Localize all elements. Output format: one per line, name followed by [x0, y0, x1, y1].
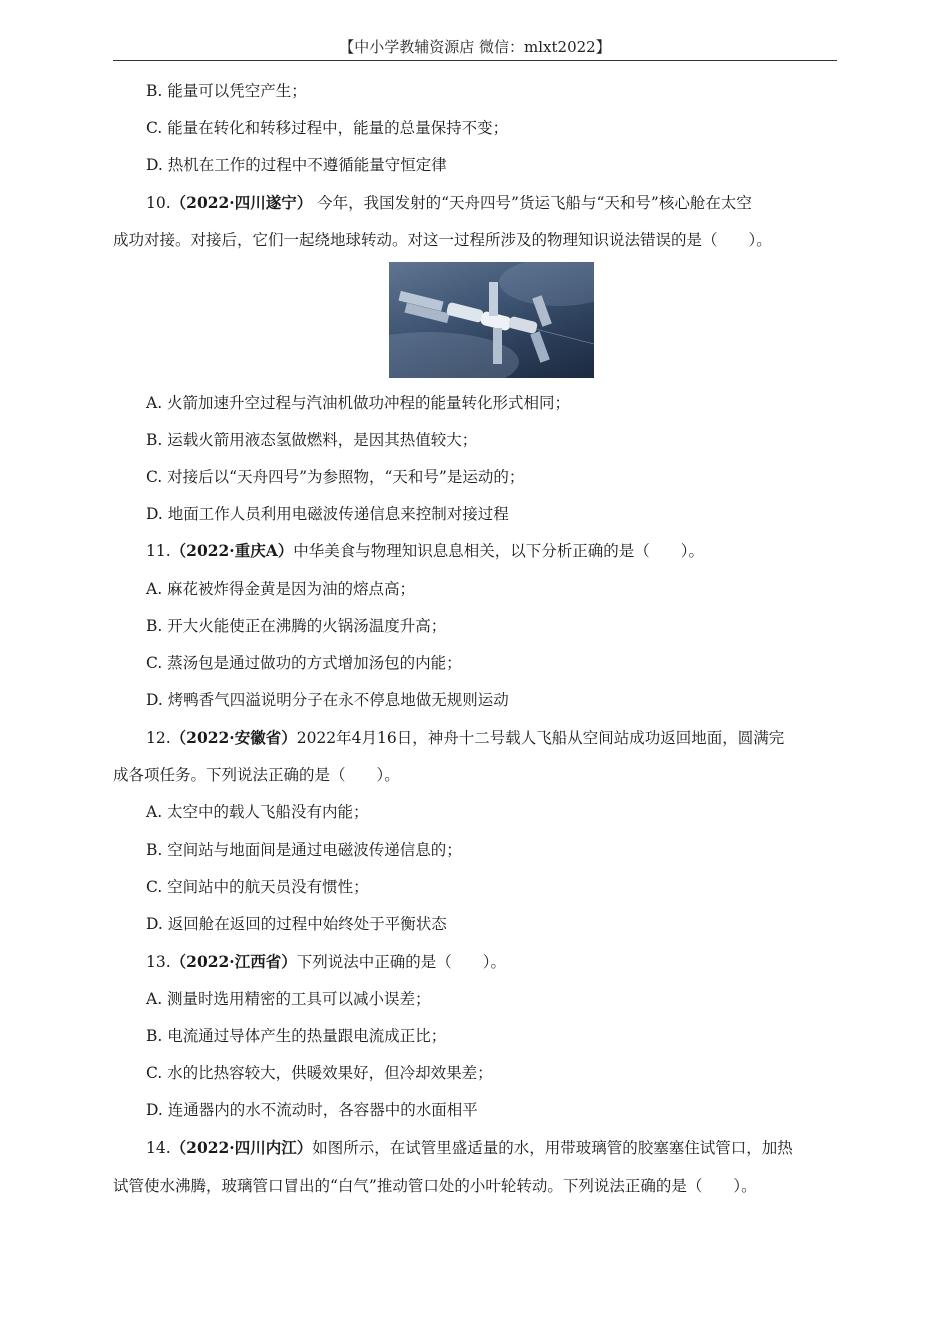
question-source: （2022·四川内江） — [170, 1138, 313, 1157]
option-b: B. 电流通过导体产生的热量跟电流成正比； — [146, 1027, 447, 1045]
question-12-stem — [146, 728, 784, 748]
page-header: 【中小学教辅资源店 微信：mlxt2022】 — [339, 38, 611, 56]
question-11-stem — [146, 541, 704, 561]
question-text: 2022年4月16日，神舟十二号载人飞船从空间站成功返回地面，圆满完 — [296, 729, 785, 747]
option-a: A. 麻花被炸得金黄是因为油的熔点高； — [146, 580, 416, 598]
question-number: 11. — [146, 542, 171, 560]
option-c: C. 蒸汤包是通过做功的方式增加汤包的内能； — [146, 654, 462, 672]
question-number: 12. — [146, 729, 171, 747]
question-text: 如图所示，在试管里盛适量的水，用带玻璃管的胶塞塞住试管口，加热 — [312, 1139, 793, 1157]
option-c: C. 水的比热容较大，供暖效果好，但冷却效果差； — [146, 1064, 493, 1082]
option-b: B. 空间站与地面间是通过电磁波传递信息的； — [146, 841, 462, 859]
option-d: D. 地面工作人员利用电磁波传递信息来控制对接过程 — [146, 505, 509, 523]
option-a: A. 太空中的载人飞船没有内能； — [146, 803, 369, 821]
question-13-stem — [146, 952, 506, 972]
option-b: B. 开大火能使正在沸腾的火锅汤温度升高； — [146, 617, 447, 635]
space-station-illustration — [389, 262, 594, 378]
question-number: 13. — [146, 953, 171, 971]
question-number: 14. — [146, 1139, 171, 1157]
question-source: （2022·江西省） — [170, 952, 297, 971]
question-10-stem-cont: 成功对接。对接后，它们一起绕地球转动。对这一过程所涉及的物理知识说法错误的是（ ）。 — [113, 231, 772, 249]
question-number: 10. — [146, 194, 171, 212]
option-a: A. 测量时选用精密的工具可以减小误差； — [146, 990, 431, 1008]
option-d: D. 返回舱在返回的过程中始终处于平衡状态 — [146, 915, 447, 933]
option-b: B. 能量可以凭空产生； — [146, 82, 307, 100]
question-12-stem-cont: 成各项任务。下列说法正确的是（ ）。 — [113, 766, 400, 784]
question-source: （2022·四川遂宁） — [170, 193, 313, 212]
option-c: C. 空间站中的航天员没有惯性； — [146, 878, 369, 896]
header-rule — [113, 60, 837, 61]
option-c: C. 对接后以“天舟四号”为参照物，“天和号”是运动的； — [146, 468, 525, 486]
option-a: A. 火箭加速升空过程与汽油机做功冲程的能量转化形式相同； — [146, 394, 571, 412]
question-text: 今年，我国发射的“天舟四号”货运飞船与“天和号”核心舱在太空 — [312, 194, 752, 212]
option-c: C. 能量在转化和转移过程中，能量的总量保持不变； — [146, 119, 509, 137]
question-10-stem — [146, 193, 752, 213]
option-b: B. 运载火箭用液态氢做燃料，是因其热值较大； — [146, 431, 478, 449]
question-text: 下列说法中正确的是（ ）。 — [296, 953, 506, 971]
space-station-image — [389, 262, 594, 378]
question-source: （2022·重庆A） — [170, 541, 294, 560]
question-14-stem — [146, 1138, 793, 1158]
option-d: D. 连通器内的水不流动时，各容器中的水面相平 — [146, 1101, 478, 1119]
question-text: 中华美食与物理知识息息相关，以下分析正确的是（ ）。 — [293, 542, 704, 560]
question-14-stem-cont: 试管使水沸腾，玻璃管口冒出的“白气”推动管口处的小叶轮转动。下列说法正确的是（ ）。 — [113, 1177, 757, 1195]
question-source: （2022·安徽省） — [170, 728, 297, 747]
option-d: D. 烤鸭香气四溢说明分子在永不停息地做无规则运动 — [146, 691, 509, 709]
option-d: D. 热机在工作的过程中不遵循能量守恒定律 — [146, 156, 447, 174]
